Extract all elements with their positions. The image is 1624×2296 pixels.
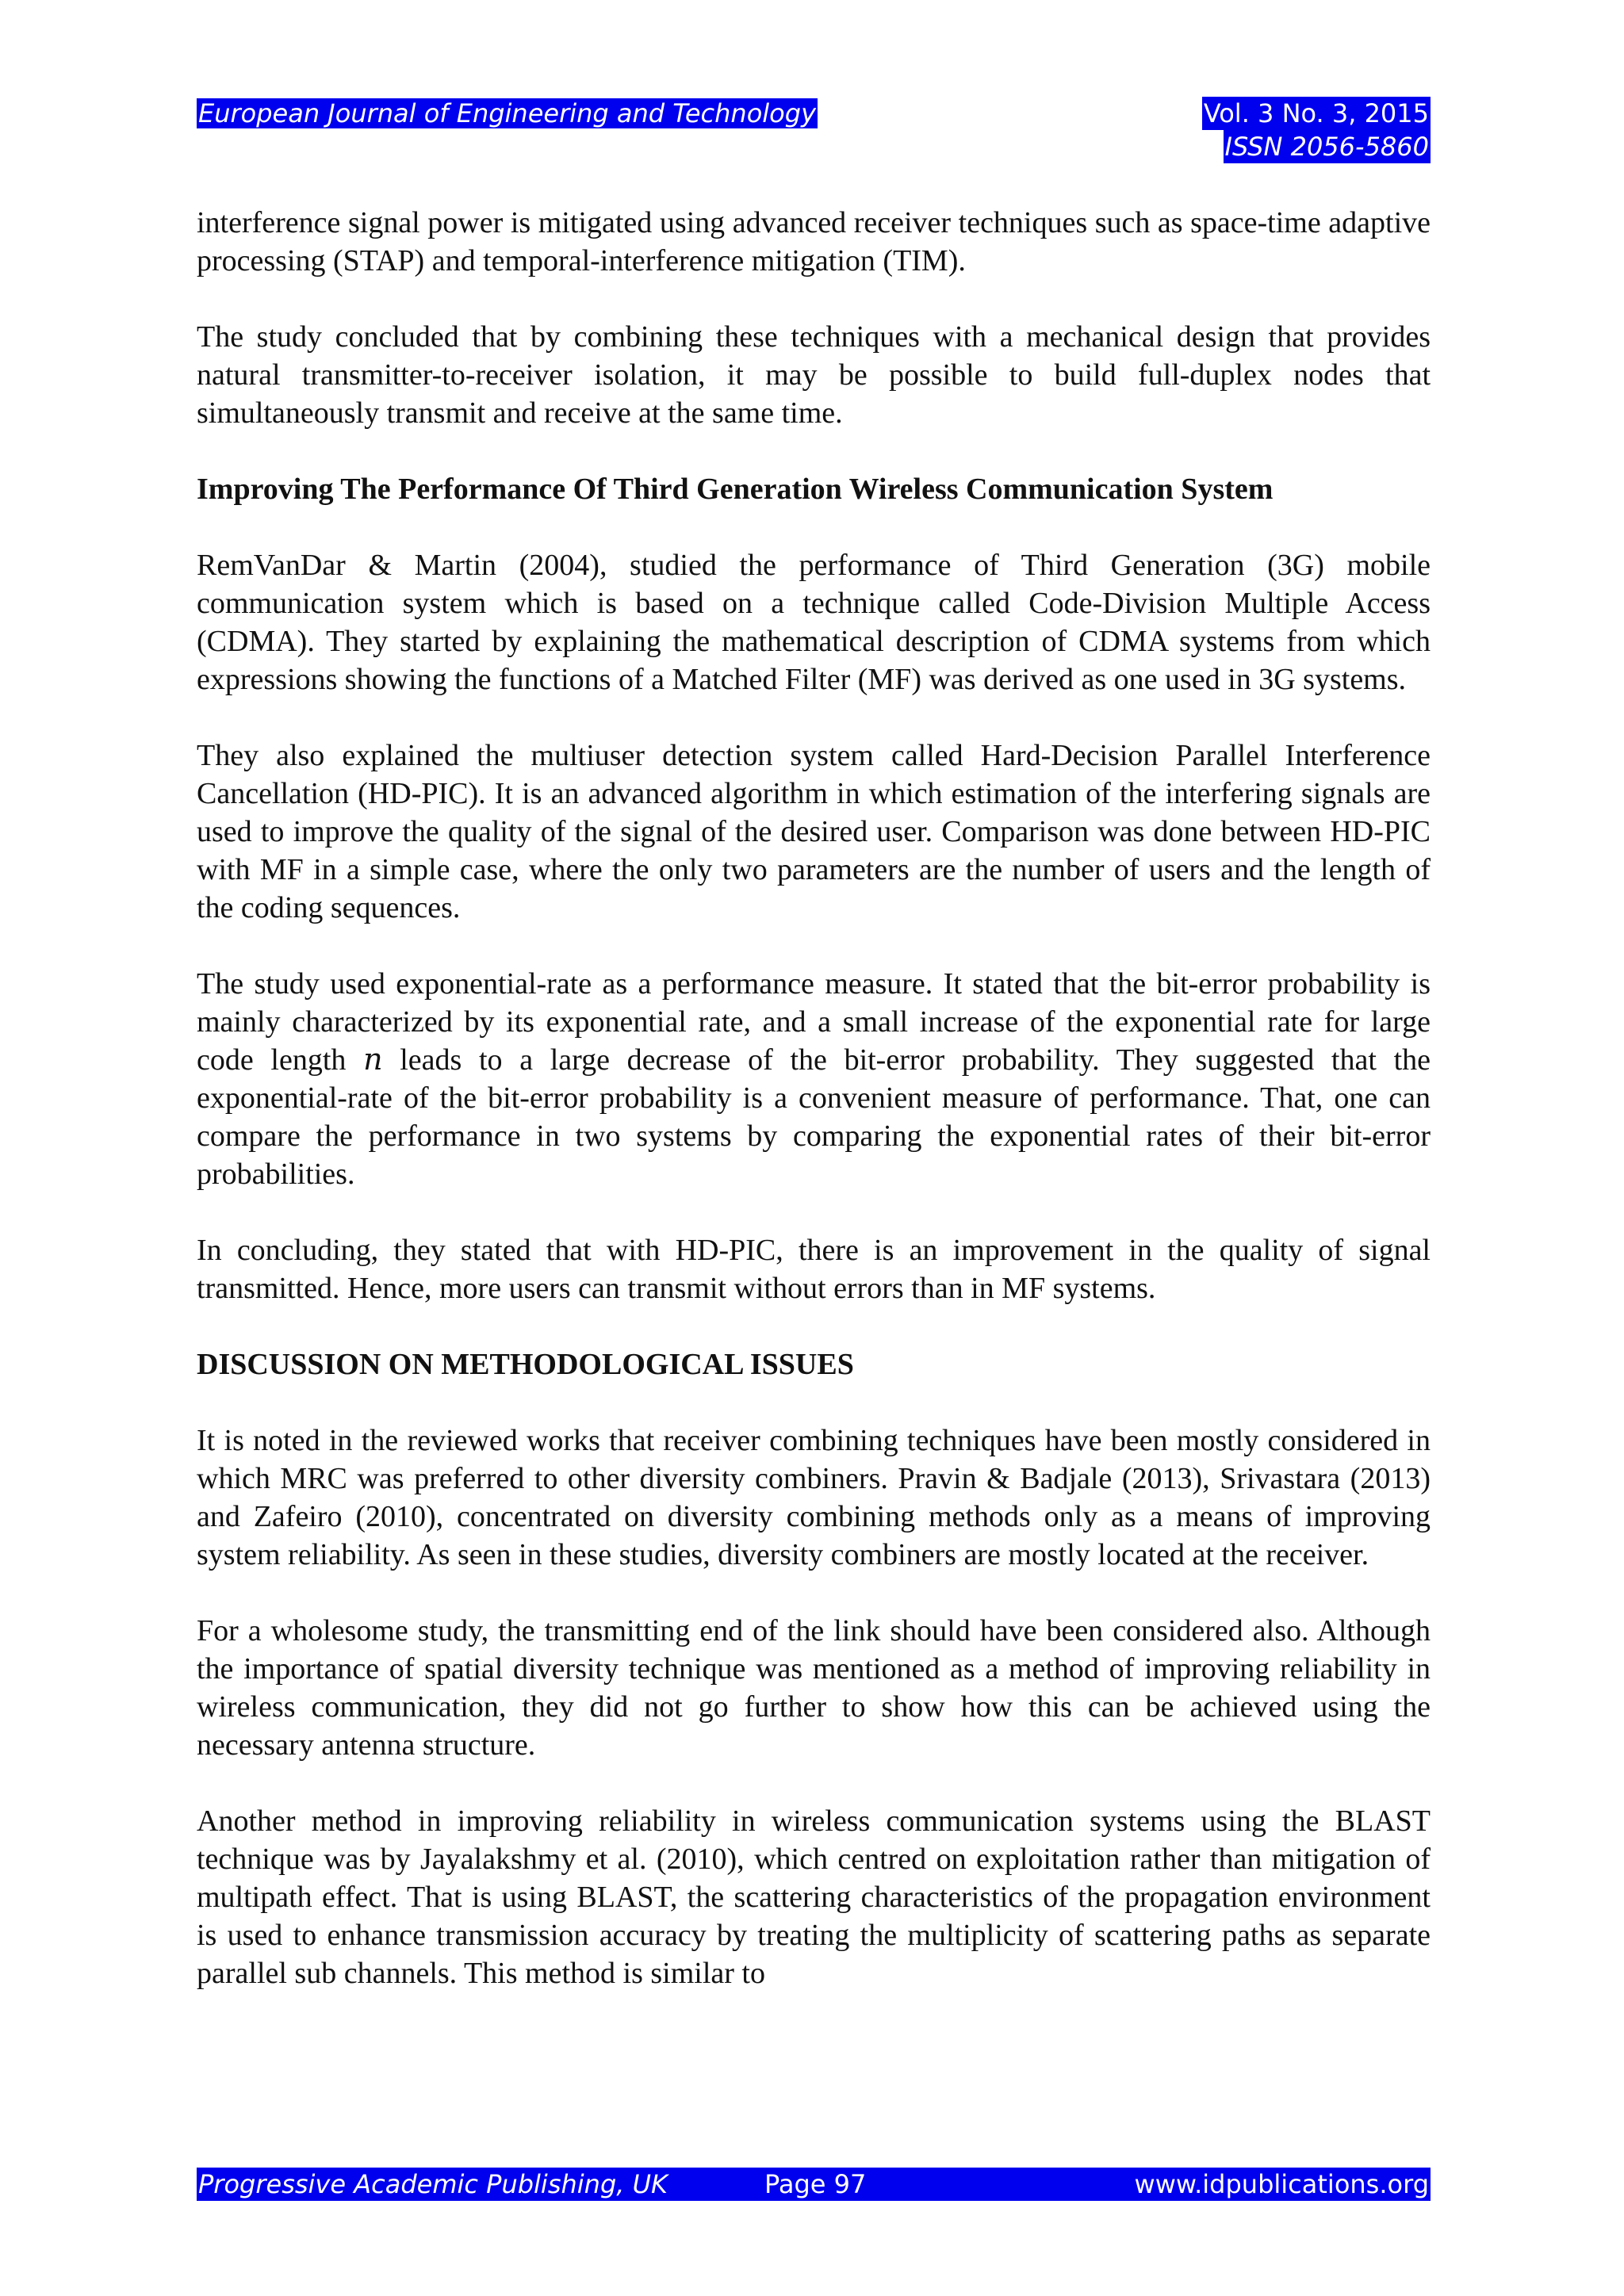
journal-title: European Journal of Engineering and Technology (198, 98, 816, 128)
paragraph: Another method in improving reliability in wireless communication systems using the BLAST technique was by Jayalakshmy et al. (2010), which centred on exploitation rather than mitigation of multipath effect. That is using BLAST, the scattering characteristics of the propagation environment is used to enhance transmission accuracy by treating the multiplicity of scattering paths as separate parallel sub channels. This method is similar to (197, 1804, 1431, 1990)
paragraph: It is noted in the reviewed works that receiver combining techniques have been mostly considered in which MRC was preferred to other diversity combiners. Pravin & Badjale (2013), Srivastara (2013) and Zafeiro (2010), concentrated on diversity combining methods only as a means of improving system reliability. As seen in these studies, diversity combiners are mostly located at the receiver. (197, 1424, 1431, 1571)
paragraph: They also explained the multiuser detection system called Hard-Decision Parallel Interference Cancellation (HD-PIC). It is an advanced algorithm in which estimation of the interfering signals are used to improve the quality of the signal of the desired user. Comparison was done between HD-PIC with MF in a simple case, where the only two parameters are the number of users and the length of the coding sequences. (197, 739, 1431, 924)
issn-label: ISSN 2056-5860 (1224, 132, 1429, 162)
paragraph: RemVanDar & Martin (2004), studied the performance of Third Generation (3G) mobile communication system which is based on a technique called Code-Division Multiple Access (CDMA). They started by explaining the mathematical description of CDMA systems from which expressions showing the functions of a Matched Filter (MF) was derived as one used in 3G systems. (197, 549, 1431, 696)
paragraph: For a wholesome study, the transmitting end of the link should have been considered also. Although the importance of spatial diversity technique was mentioned as a method of improving reliability in wireless communication, they did not go further to show how this can be achieved using the necessary antenna structure. (197, 1614, 1431, 1762)
section-heading: DISCUSSION ON METHODOLOGICAL ISSUES (197, 1348, 854, 1381)
section-heading: Improving The Performance Of Third Generation Wireless Communication System (197, 473, 1274, 506)
paragraph: The study used exponential-rate as a performance measure. It stated that the bit-error probability is mainly characterized by its exponential rate, and a small increase of the exponential rate for large code length 𝑛 leads to a large decrease of the bit-error probability. They suggested that the exponential-rate of the bit-error probability is a convenient measure of performance. That, one can compare the performance in two systems by comparing the exponential rates of their bit-error probabilities. (197, 967, 1431, 1191)
page-number: Page 97 (764, 2169, 867, 2199)
volume-label: Vol. 3 No. 3, 2015 (1203, 98, 1429, 128)
journal-header (197, 97, 818, 130)
volume-header (1202, 97, 1431, 163)
article-body (197, 204, 1431, 2030)
paragraph: The study concluded that by combining these techniques with a mechanical design that provides natural transmitter-to-receiver isolation, it may be possible to build full-duplex nodes that simultaneously transmit and receive at the same time. (197, 320, 1431, 430)
paragraph: In concluding, they stated that with HD-PIC, there is an improvement in the quality of signal transmitted. Hence, more users can transmit without errors than in MF systems. (197, 1234, 1431, 1305)
paragraph: interference signal power is mitigated using advanced receiver techniques such as space-time adaptive processing (STAP) and temporal-interference mitigation (TIM). (197, 206, 1431, 277)
page-footer (197, 2168, 1431, 2201)
publisher-label: Progressive Academic Publishing, UK (198, 2169, 668, 2199)
website-link[interactable]: www.idpublications.org (1134, 2169, 1429, 2199)
